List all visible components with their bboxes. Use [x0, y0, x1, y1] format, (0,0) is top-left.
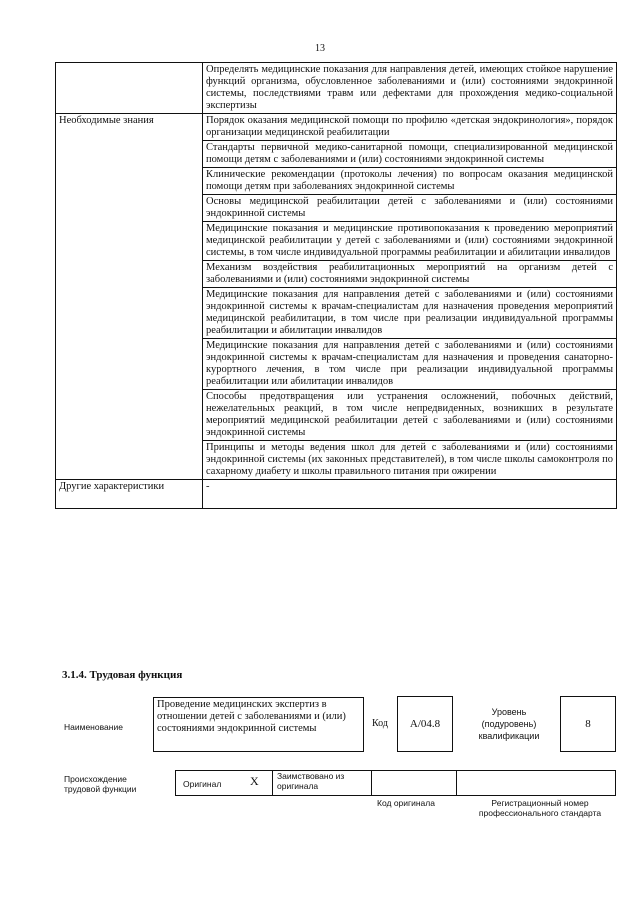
table-row: [56, 480, 617, 509]
list-item: Способы предотвращения или устранения осложнений, побочных действий, нежелательных реакций, в том числе непредвиденных, возникших в результате мероприятий медицинской реабилитации детей с заболеваниями и (или) состояниями эндокринной системы: [203, 390, 616, 441]
row-entries: [203, 114, 617, 480]
reg-number-label: Регистрационный номер профессионального стандарта: [478, 798, 602, 818]
list-item: Медицинские показания и медицинские противопоказания к проведению мероприятий медицинской реабилитации у детей с заболеваниями и (или) состояниями эндокринной системы, в том числе индивидуальной программы реабилитации и абилитации инвалидов: [203, 222, 616, 261]
list-item: Основы медицинской реабилитации детей с заболеваниями и (или) состояниями эндокринной системы: [203, 195, 616, 222]
list-item: Клинические рекомендации (протоколы лечения) по вопросам оказания медицинской помощи детям при заболеваниях эндокринной системы: [203, 168, 616, 195]
list-item: Медицинские показания для направления детей с заболеваниями и (или) состояниями эндокринной системы к врачам-специалистам для назначения и проведения санаторно-курортного лечения, в том числе при реализации индивидуальной программы реабилитации или абилитации инвалидов: [203, 339, 616, 390]
list-item: -: [206, 481, 210, 492]
origin-table: [175, 770, 616, 796]
list-item: Принципы и методы ведения школ для детей с заболеваниями и (или) состояниями эндокринной системы (их законных представителей), в том числе школы самоконтроля по сахарному диабету и школы правильного питания при ожирении: [206, 442, 613, 477]
list-item: Медицинские показания для направления детей с заболеваниями и (или) состояниями эндокринной системы к врачам-специалистам для назначения проведения мероприятий медицинской реабилитации, в том числе при реализации индивидуальной программы реабилитации и абилитации инвалидов: [203, 288, 616, 339]
section-title: 3.1.4. Трудовая функция: [62, 669, 183, 681]
borrowed-label: Заимствовано из оригинала: [277, 771, 345, 791]
list-item: Порядок оказания медицинской помощи по профилю «детская эндокринология», порядок организации медицинской реабилитации: [203, 114, 616, 141]
name-label: Наименование: [64, 722, 123, 732]
origin-label: Происхождение трудовой функции: [64, 774, 137, 794]
original-label: Оригинал: [183, 779, 222, 789]
code-original-label: Код оригинала: [377, 798, 435, 808]
row-label: Другие характеристики: [56, 480, 203, 509]
origin-divider: [371, 770, 372, 796]
row-label: Необходимые знания: [56, 114, 203, 480]
code-label: Код: [372, 718, 388, 729]
original-mark: X: [250, 774, 259, 788]
row-entries: [203, 480, 617, 509]
competency-table: [55, 62, 617, 509]
page-number: 13: [315, 43, 325, 54]
function-name-box: Проведение медицинских экспертиз в отношении детей с заболеваниями и (или) состояниями эндокринной системы: [153, 697, 364, 752]
list-item: Стандарты первичной медико-санитарной помощи, специализированной медицинской помощи детям с заболеваниями и (или) состояниями эндокринной системы: [203, 141, 616, 168]
origin-divider: [272, 770, 273, 796]
level-value-box: 8: [560, 696, 616, 752]
level-label: Уровень (подуровень) квалификации: [478, 707, 540, 741]
row-entries: [203, 63, 617, 114]
list-item: Определять медицинские показания для направления детей, имеющих стойкое нарушение функций организма, обусловленное заболеваниями и (или) состояниями эндокринной системы, последствиями травм или дефектами для прохождения медико-социальной экспертизы: [206, 64, 613, 111]
table-row: [56, 114, 617, 480]
code-value-box: А/04.8: [397, 696, 453, 752]
origin-divider: [456, 770, 457, 796]
list-item: Механизм воздействия реабилитационных мероприятий на организм детей с заболеваниями и (или) состояниями эндокринной системы: [203, 261, 616, 288]
row-label: [56, 63, 203, 114]
table-row: [56, 63, 617, 114]
